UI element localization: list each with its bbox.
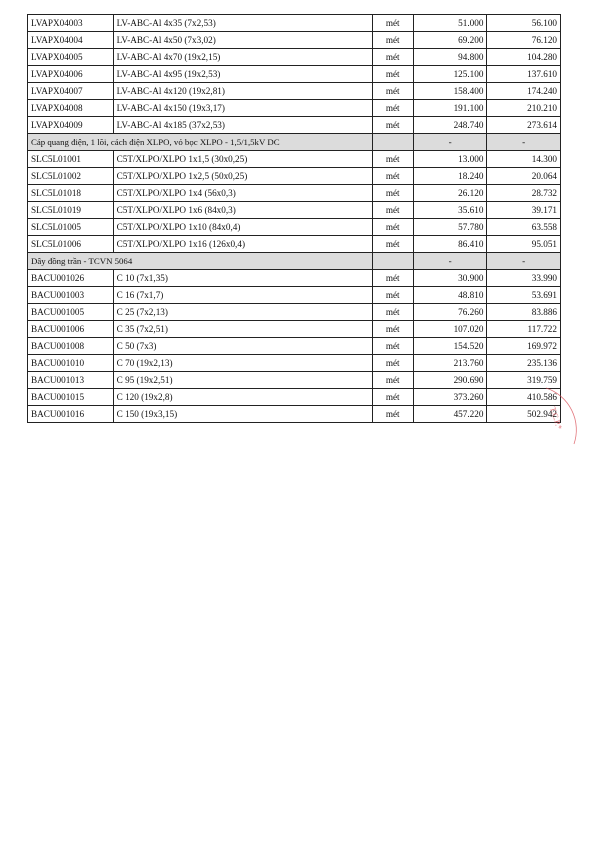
price-cell: 107.020 <box>413 321 487 338</box>
product-description-cell: C5T/XLPO/XLPO 1x6 (84x0,3) <box>113 202 372 219</box>
product-description-cell: C5T/XLPO/XLPO 1x1,5 (30x0,25) <box>113 151 372 168</box>
price-vat-cell: 169.972 <box>487 338 561 355</box>
price-vat-cell: 502.942 <box>487 406 561 423</box>
price-cell: 76.260 <box>413 304 487 321</box>
product-description-cell: C 150 (19x3,15) <box>113 406 372 423</box>
product-code-cell: BACU001003 <box>28 287 114 304</box>
product-description-cell: LV-ABC-Al 4x35 (7x2,53) <box>113 15 372 32</box>
price-cell: 457.220 <box>413 406 487 423</box>
unit-cell: mét <box>372 287 413 304</box>
table-row <box>28 66 561 83</box>
product-code-cell: BACU001016 <box>28 406 114 423</box>
product-code-cell: LVAPX04008 <box>28 100 114 117</box>
price-cell: 290.690 <box>413 372 487 389</box>
product-code-cell: BACU001015 <box>28 389 114 406</box>
price-vat-cell: 210.210 <box>487 100 561 117</box>
price-vat-cell: 104.280 <box>487 49 561 66</box>
price-vat-cell: 53.691 <box>487 287 561 304</box>
unit-cell: mét <box>372 202 413 219</box>
product-description-cell: LV-ABC-Al 4x70 (19x2,15) <box>113 49 372 66</box>
product-description-cell: C 10 (7x1,35) <box>113 270 372 287</box>
table-row <box>28 372 561 389</box>
product-description-cell: C5T/XLPO/XLPO 1x4 (56x0,3) <box>113 185 372 202</box>
unit-cell <box>372 253 413 270</box>
price-vat-cell: 33.990 <box>487 270 561 287</box>
unit-cell: mét <box>372 151 413 168</box>
price-cell: 51.000 <box>413 15 487 32</box>
product-description-cell: LV-ABC-Al 4x95 (19x2,53) <box>113 66 372 83</box>
unit-cell: mét <box>372 406 413 423</box>
section-title: Dây đồng trần - TCVN 5064 <box>28 253 373 270</box>
price-cell: 248.740 <box>413 117 487 134</box>
product-description-cell: C 35 (7x2,51) <box>113 321 372 338</box>
unit-cell: mét <box>372 49 413 66</box>
product-description-cell: C5T/XLPO/XLPO 1x10 (84x0,4) <box>113 219 372 236</box>
product-description-cell: C5T/XLPO/XLPO 1x16 (126x0,4) <box>113 236 372 253</box>
price-cell: 154.520 <box>413 338 487 355</box>
unit-cell: mét <box>372 338 413 355</box>
price-vat-cell: 174.240 <box>487 83 561 100</box>
unit-cell: mét <box>372 117 413 134</box>
price-cell: 373.260 <box>413 389 487 406</box>
price-table <box>27 14 561 423</box>
product-code-cell: LVAPX04003 <box>28 15 114 32</box>
price-vat-cell: 76.120 <box>487 32 561 49</box>
product-code-cell: SLC5L01001 <box>28 151 114 168</box>
unit-cell: mét <box>372 15 413 32</box>
price-vat-cell: 137.610 <box>487 66 561 83</box>
price-cell: 26.120 <box>413 185 487 202</box>
price-cell: 13.000 <box>413 151 487 168</box>
price-vat-cell: 235.136 <box>487 355 561 372</box>
price-cell: 35.610 <box>413 202 487 219</box>
price-cell: 86.410 <box>413 236 487 253</box>
unit-cell: mét <box>372 219 413 236</box>
product-code-cell: BACU001006 <box>28 321 114 338</box>
unit-cell: mét <box>372 304 413 321</box>
table-row <box>28 83 561 100</box>
price-vat-cell: - <box>487 253 561 270</box>
product-description-cell: LV-ABC-Al 4x150 (19x3,17) <box>113 100 372 117</box>
table-row <box>28 406 561 423</box>
price-vat-cell: 117.722 <box>487 321 561 338</box>
product-code-cell: LVAPX04004 <box>28 32 114 49</box>
product-description-cell: C 70 (19x2,13) <box>113 355 372 372</box>
table-row <box>28 287 561 304</box>
product-code-cell: BACU001026 <box>28 270 114 287</box>
company-stamp <box>540 384 580 454</box>
product-code-cell: LVAPX04007 <box>28 83 114 100</box>
product-description-cell: C5T/XLPO/XLPO 1x2,5 (50x0,25) <box>113 168 372 185</box>
section-header-row <box>28 134 561 151</box>
table-row <box>28 304 561 321</box>
product-description-cell: LV-ABC-Al 4x185 (37x2,53) <box>113 117 372 134</box>
price-vat-cell: 410.586 <box>487 389 561 406</box>
product-description-cell: C 120 (19x2,8) <box>113 389 372 406</box>
product-description-cell: C 25 (7x2,13) <box>113 304 372 321</box>
table-row <box>28 49 561 66</box>
unit-cell: mét <box>372 372 413 389</box>
price-vat-cell: - <box>487 134 561 151</box>
price-cell: - <box>413 134 487 151</box>
product-description-cell: LV-ABC-Al 4x50 (7x3,02) <box>113 32 372 49</box>
table-row <box>28 236 561 253</box>
stamp-text: T.C.P.* <box>548 405 564 431</box>
unit-cell: mét <box>372 32 413 49</box>
unit-cell: mét <box>372 100 413 117</box>
table-row <box>28 32 561 49</box>
unit-cell: mét <box>372 270 413 287</box>
product-code-cell: BACU001008 <box>28 338 114 355</box>
price-cell: 69.200 <box>413 32 487 49</box>
section-header-row <box>28 253 561 270</box>
price-vat-cell: 28.732 <box>487 185 561 202</box>
unit-cell: mét <box>372 355 413 372</box>
price-cell: - <box>413 253 487 270</box>
price-vat-cell: 63.558 <box>487 219 561 236</box>
product-code-cell: SLC5L01005 <box>28 219 114 236</box>
product-description-cell: C 16 (7x1,7) <box>113 287 372 304</box>
price-cell: 158.400 <box>413 83 487 100</box>
table-row <box>28 151 561 168</box>
table-row <box>28 389 561 406</box>
unit-cell: mét <box>372 168 413 185</box>
unit-cell: mét <box>372 185 413 202</box>
table-row <box>28 185 561 202</box>
unit-cell: mét <box>372 321 413 338</box>
price-cell: 213.760 <box>413 355 487 372</box>
product-description-cell: C 95 (19x2,51) <box>113 372 372 389</box>
product-code-cell: SLC5L01019 <box>28 202 114 219</box>
price-cell: 18.240 <box>413 168 487 185</box>
product-description-cell: LV-ABC-Al 4x120 (19x2,81) <box>113 83 372 100</box>
unit-cell: mét <box>372 389 413 406</box>
table-row <box>28 117 561 134</box>
table-row <box>28 338 561 355</box>
price-vat-cell: 14.300 <box>487 151 561 168</box>
product-code-cell: LVAPX04005 <box>28 49 114 66</box>
table-row <box>28 321 561 338</box>
price-vat-cell: 95.051 <box>487 236 561 253</box>
product-code-cell: LVAPX04006 <box>28 66 114 83</box>
table-row <box>28 15 561 32</box>
price-cell: 57.780 <box>413 219 487 236</box>
price-cell: 94.800 <box>413 49 487 66</box>
table-row <box>28 270 561 287</box>
product-code-cell: BACU001010 <box>28 355 114 372</box>
product-code-cell: BACU001005 <box>28 304 114 321</box>
price-cell: 191.100 <box>413 100 487 117</box>
product-code-cell: BACU001013 <box>28 372 114 389</box>
unit-cell: mét <box>372 66 413 83</box>
table-row <box>28 202 561 219</box>
product-code-cell: SLC5L01006 <box>28 236 114 253</box>
price-vat-cell: 20.064 <box>487 168 561 185</box>
table-row <box>28 355 561 372</box>
price-vat-cell: 83.886 <box>487 304 561 321</box>
price-cell: 125.100 <box>413 66 487 83</box>
table-row <box>28 219 561 236</box>
product-code-cell: SLC5L01002 <box>28 168 114 185</box>
price-cell: 30.900 <box>413 270 487 287</box>
table-row <box>28 168 561 185</box>
product-code-cell: LVAPX04009 <box>28 117 114 134</box>
unit-cell: mét <box>372 83 413 100</box>
unit-cell: mét <box>372 236 413 253</box>
price-vat-cell: 39.171 <box>487 202 561 219</box>
price-vat-cell: 56.100 <box>487 15 561 32</box>
price-vat-cell: 319.759 <box>487 372 561 389</box>
price-vat-cell: 273.614 <box>487 117 561 134</box>
unit-cell <box>372 134 413 151</box>
table-row <box>28 100 561 117</box>
price-table-body <box>28 15 561 423</box>
price-cell: 48.810 <box>413 287 487 304</box>
product-code-cell: SLC5L01018 <box>28 185 114 202</box>
product-description-cell: C 50 (7x3) <box>113 338 372 355</box>
section-title: Cáp quang điện, 1 lõi, cách điện XLPO, vỏ bọc XLPO - 1,5/1,5kV DC <box>28 134 373 151</box>
